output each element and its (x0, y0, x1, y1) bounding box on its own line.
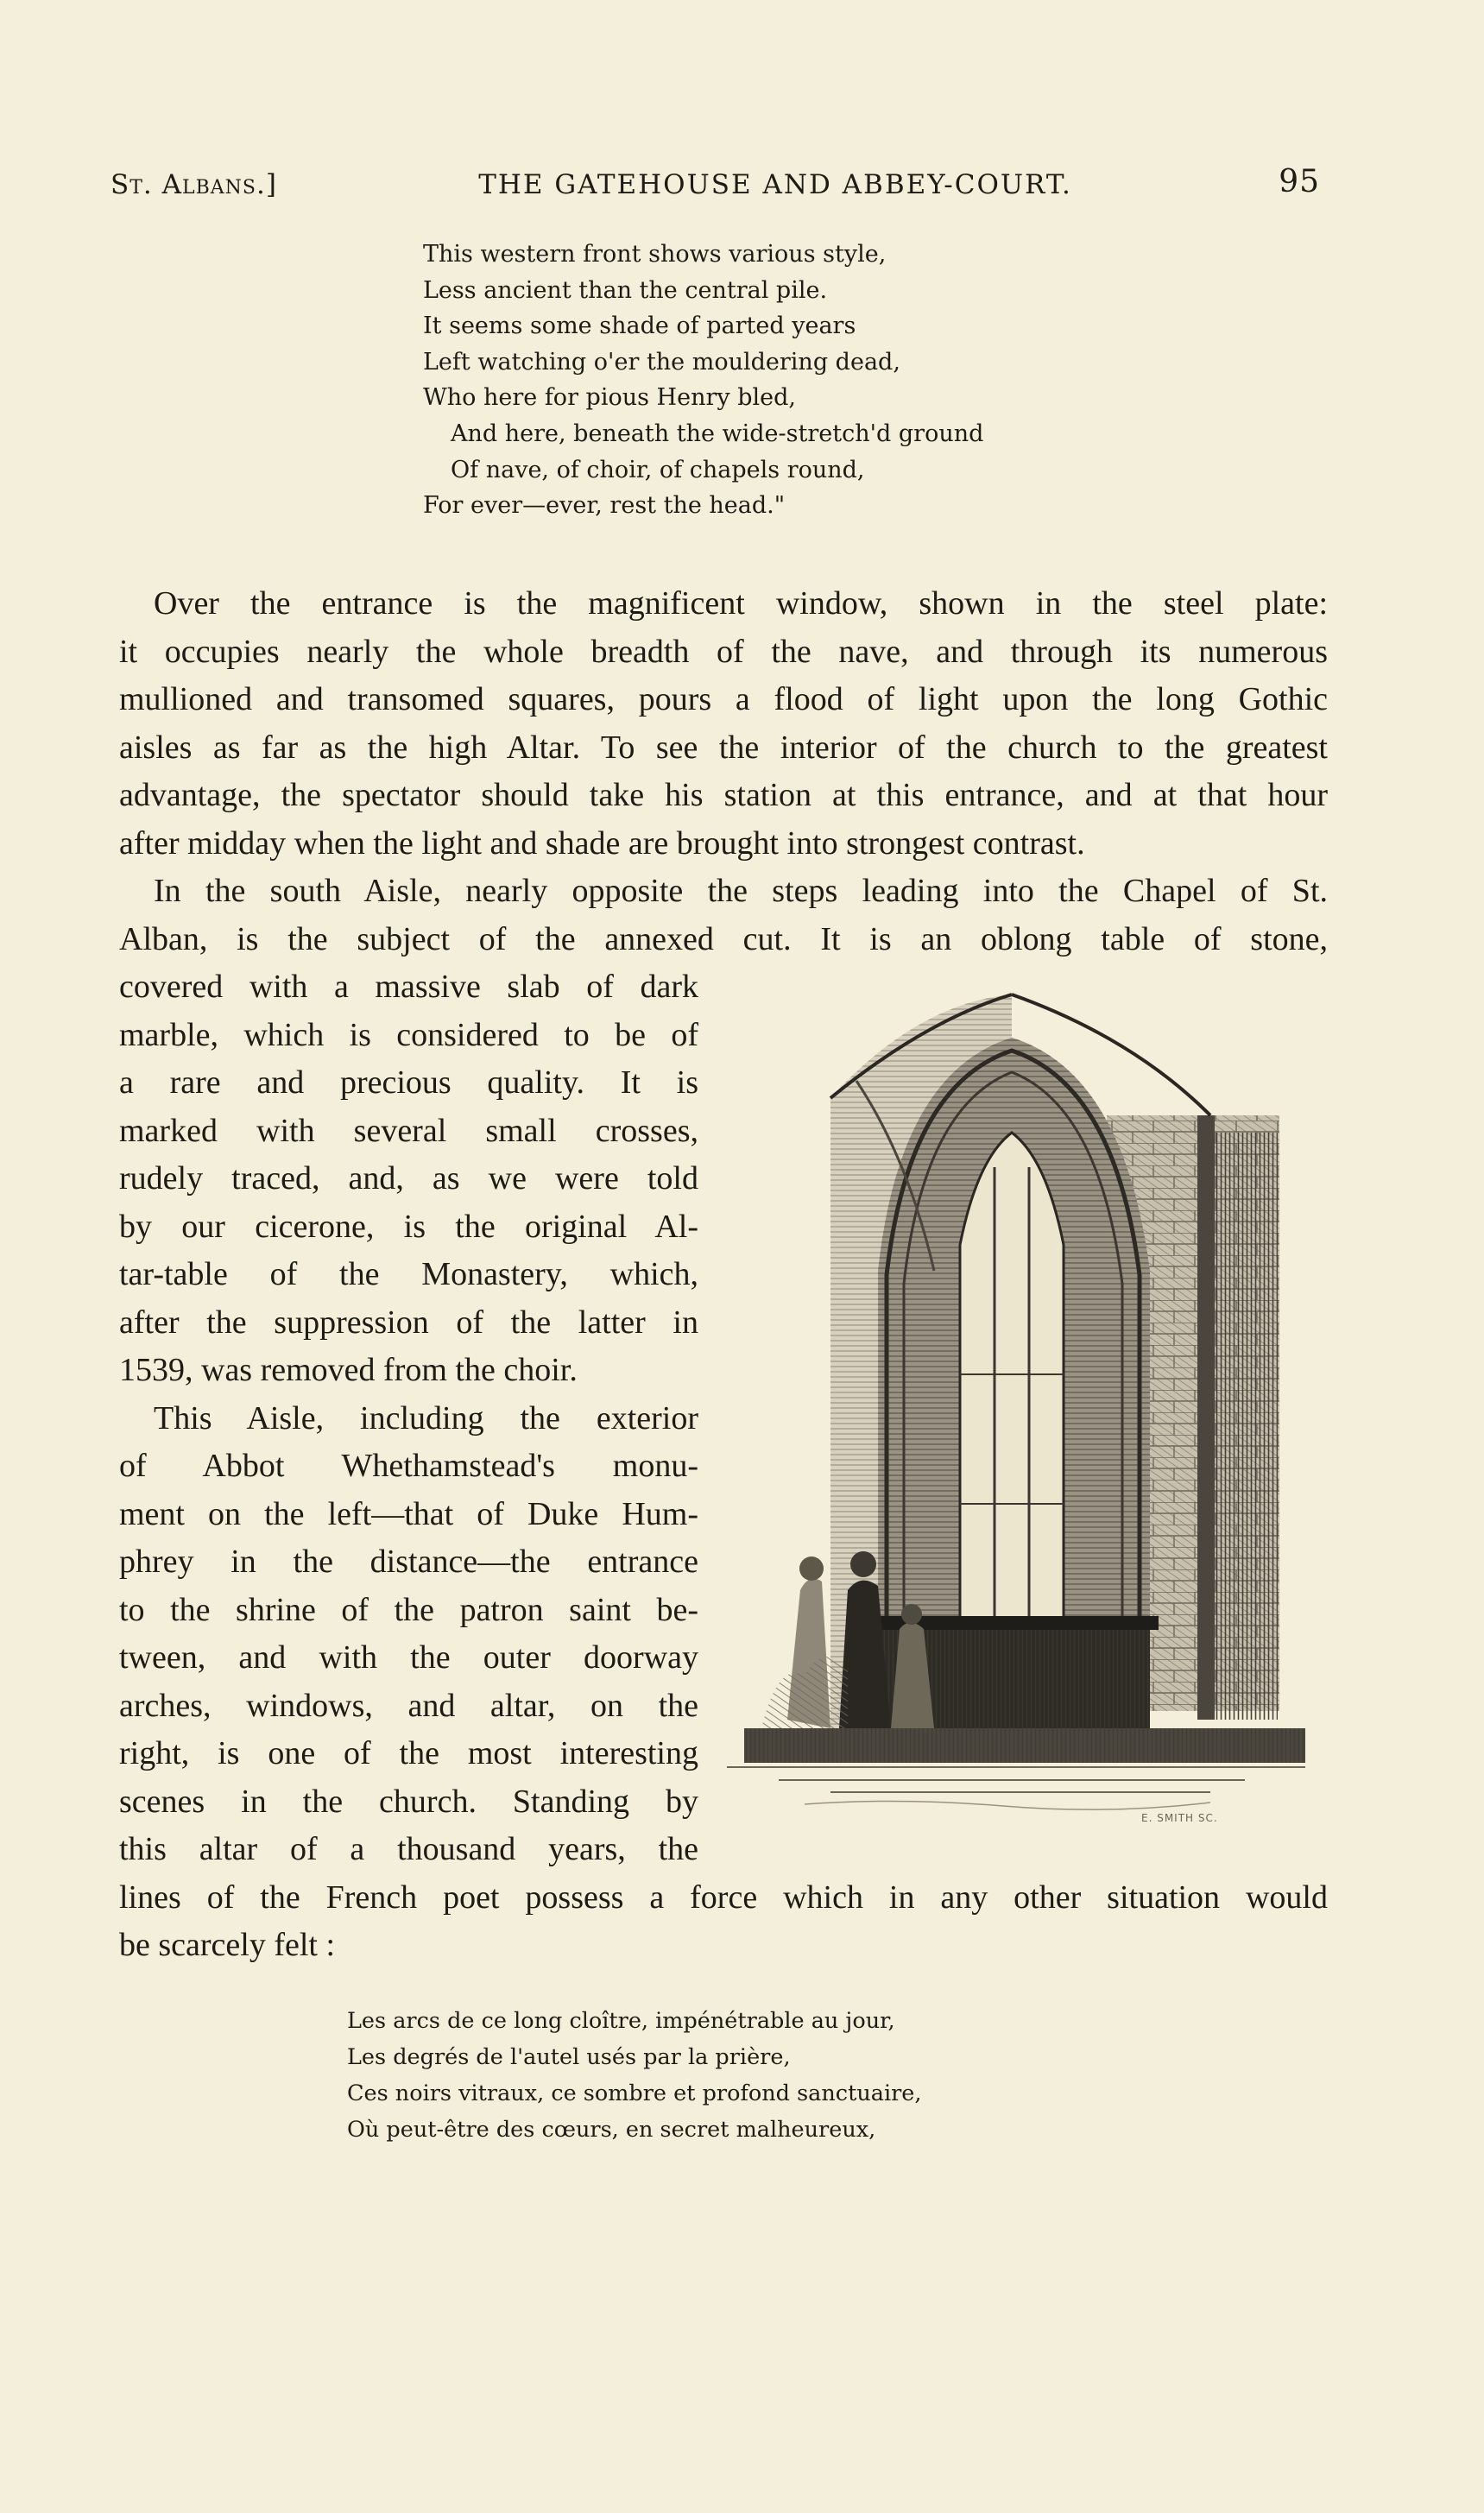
altar-engraving-illustration (727, 986, 1331, 1832)
verse-line: Who here for pious Henry bled, (423, 384, 796, 412)
verse-line: Left watching o'er the mouldering dead, (423, 348, 900, 376)
text-line: scenes in the church. Standing by (119, 1784, 698, 1820)
text-line: tween, and with the outer doorway (119, 1639, 698, 1676)
text-line: arches, windows, and altar, on the (119, 1688, 698, 1724)
text-line: advantage, the spectator should take his station at this entrance, and at that hour (119, 777, 1328, 813)
text-line: right, is one of the most interesting (119, 1735, 698, 1771)
text-line: covered with a massive slab of dark (119, 969, 698, 1005)
verse-line: It seems some shade of parted years (423, 313, 856, 340)
engraver-signature: E. SMITH SC. (1141, 1812, 1218, 1824)
text-line: a rare and precious quality. It is (119, 1064, 698, 1101)
text-line: after midday when the light and shade are brought into strongest contrast. (119, 825, 1085, 862)
verse-line: Less ancient than the central pile. (423, 276, 828, 304)
text-line: this altar of a thousand years, the (119, 1831, 698, 1867)
header-section: St. Albans.] (111, 169, 277, 200)
text-line: of Abbot Whethamstead's monu- (119, 1448, 698, 1484)
verse-line: Of nave, of choir, of chapels round, (451, 456, 865, 483)
running-header (111, 162, 1320, 207)
text-line: aisles as far as the high Altar. To see the interior of the church to the greatest (119, 729, 1328, 766)
verse-line: This western front shows various style, (423, 241, 887, 268)
text-line: In the south Aisle, nearly opposite the steps leading into the Chapel of St. (154, 873, 1328, 909)
text-line: be scarcely felt : (119, 1927, 336, 1963)
text-line: after the suppression of the latter in (119, 1304, 698, 1341)
text-line: by our cicerone, is the original Al- (119, 1209, 698, 1245)
text-line: it occupies nearly the whole breadth of the nave, and through its numerous (119, 634, 1328, 670)
text-line: tar-table of the Monastery, which, (119, 1256, 698, 1292)
verse-line: For ever—ever, rest the head." (423, 492, 786, 520)
text-line: 1539, was removed from the choir. (119, 1352, 578, 1388)
verse-line: Où peut-être des cœurs, en secret malheureux, (347, 2117, 876, 2143)
text-line: mullioned and transomed squares, pours a flood of light upon the long Gothic (119, 681, 1328, 717)
verse-line: Les arcs de ce long cloître, impénétrable au jour, (347, 2008, 895, 2034)
text-line: Alban, is the subject of the annexed cut. It is an oblong table of stone, (119, 921, 1328, 957)
text-line: to the shrine of the patron saint be- (119, 1592, 698, 1628)
text-line: lines of the French poet possess a force which in any other situation would (119, 1879, 1328, 1916)
text-line: Over the entrance is the magnificent window, shown in the steel plate: (154, 585, 1328, 622)
verse-quotation-french (347, 2003, 1089, 2148)
text-line: rudely traced, and, as we were told (119, 1160, 698, 1197)
text-line: marble, which is considered to be of (119, 1017, 698, 1053)
text-line: phrey in the distance—the entrance (119, 1544, 698, 1580)
text-line: ment on the left—that of Duke Hum- (119, 1496, 698, 1532)
text-line: This Aisle, including the exterior (154, 1400, 698, 1436)
verse-line: Ces noirs vitraux, ce sombre et profond sanctuaire, (347, 2080, 922, 2106)
verse-line: And here, beneath the wide-stretch'd ground (451, 420, 984, 447)
header-title: THE GATEHOUSE AND ABBEY-COURT. (478, 169, 1072, 200)
text-line: marked with several small crosses, (119, 1113, 698, 1149)
page-number: 95 (1279, 164, 1320, 199)
verse-quotation-english (423, 237, 1062, 524)
verse-line: Les degrés de l'autel usés par la prière, (347, 2044, 791, 2070)
